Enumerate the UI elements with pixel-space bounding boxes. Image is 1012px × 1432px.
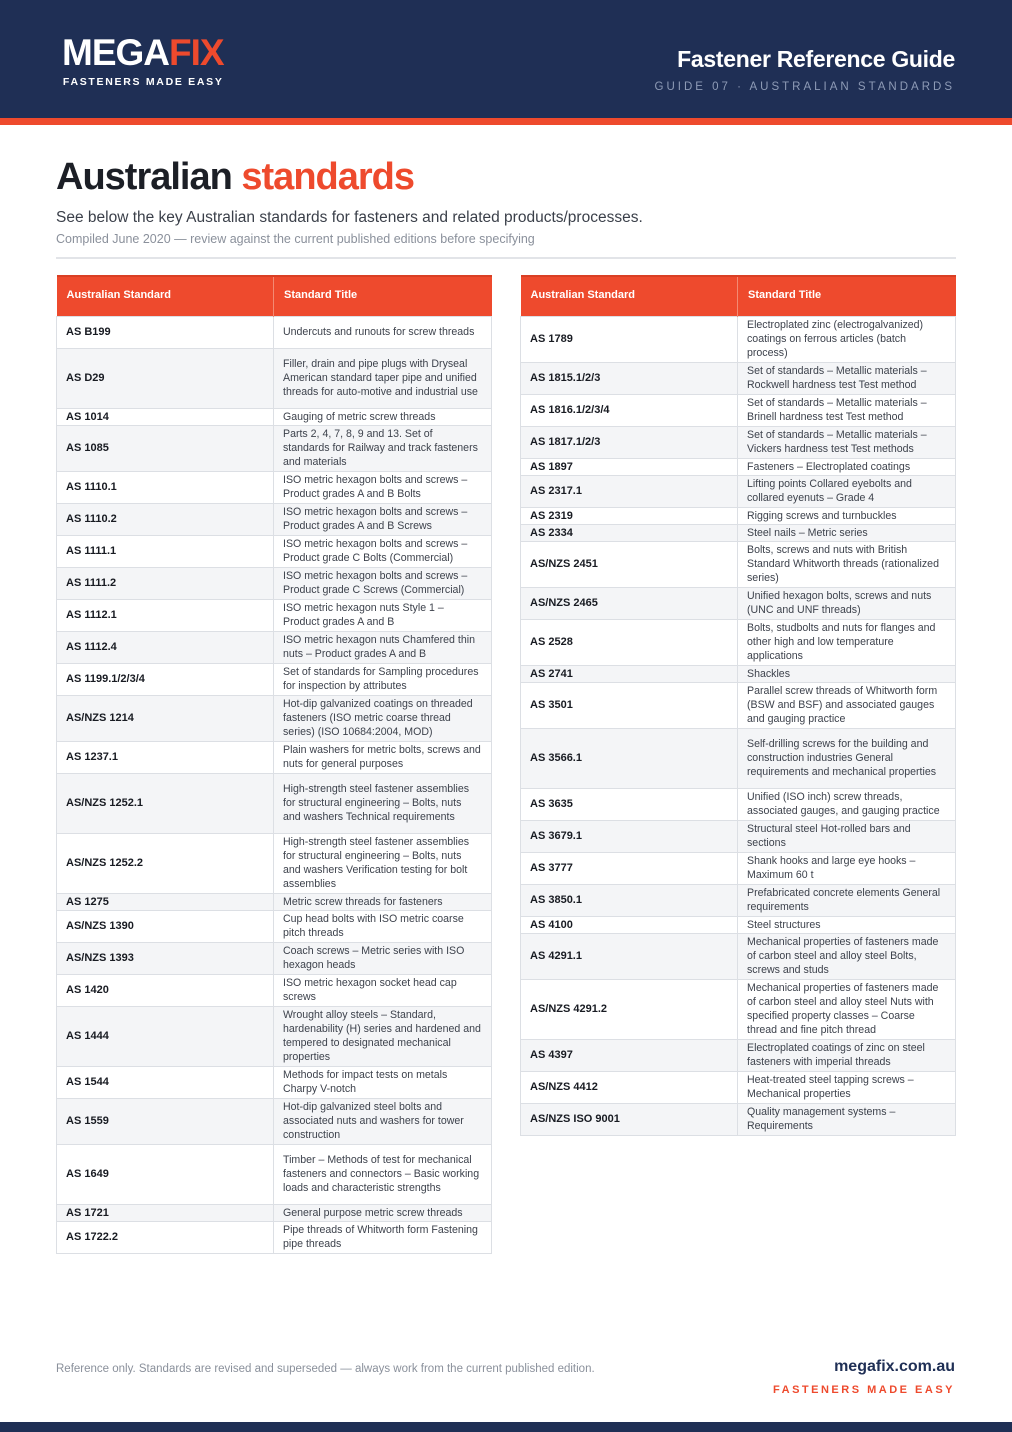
divider	[56, 257, 956, 259]
table-row	[57, 1144, 492, 1204]
standard-code: AS/NZS 2451	[521, 541, 738, 587]
standard-title: Set of standards – Metallic materials – Rockwell hardness test Test method	[738, 362, 956, 394]
standard-code: AS 2334	[521, 524, 738, 541]
standard-code: AS/NZS ISO 9001	[521, 1103, 738, 1135]
standard-title: Set of standards – Metallic materials – Brinell hardness test Test method	[738, 394, 956, 426]
standard-title: Wrought alloy steels – Standard, hardenability (H) series and hardened and tempered to designated mechanical properties	[274, 1006, 492, 1066]
standard-code: AS 3679.1	[521, 820, 738, 852]
page-title	[56, 156, 414, 199]
standard-title: Rigging screws and turnbuckles	[738, 507, 956, 524]
standard-title: Timber – Methods of test for mechanical fasteners and connectors – Basic working loads and characteristic strengths	[274, 1144, 492, 1204]
standard-title: High-strength steel fastener assemblies for structural engineering – Bolts, nuts and washers Verification testing for bolt assemblies	[274, 833, 492, 893]
standard-title: Heat-treated steel tapping screws – Mechanical properties	[738, 1071, 956, 1103]
standard-title: Electroplated coatings of zinc on steel fasteners with imperial threads	[738, 1039, 956, 1071]
standard-title: Bolts, screws and nuts with British Standard Whitworth threads (rationalized series)	[738, 541, 956, 587]
standards-table-right	[520, 275, 956, 1136]
table-row	[521, 682, 956, 728]
table-row	[521, 1103, 956, 1135]
standard-code: AS 1111.2	[57, 567, 274, 599]
standard-code: AS/NZS 1390	[57, 910, 274, 942]
standard-title: Steel nails – Metric series	[738, 524, 956, 541]
standard-title: Hot-dip galvanized steel bolts and associated nuts and washers for tower construction	[274, 1098, 492, 1144]
header-accent-stripe	[0, 118, 1012, 125]
table-row	[521, 728, 956, 788]
standard-code: AS 3566.1	[521, 728, 738, 788]
table-row	[57, 1066, 492, 1098]
table-row	[521, 665, 956, 682]
intro-text: See below the key Australian standards for fasteners and related products/processes.	[56, 209, 643, 226]
standard-title: Unified (ISO inch) screw threads, associated gauges, and gauging practice	[738, 788, 956, 820]
megafix-logo[interactable]	[62, 34, 224, 88]
footer-tagline: FASTENERS MADE EASY	[773, 1384, 955, 1396]
standard-code: AS 2528	[521, 619, 738, 665]
standard-code: AS 1237.1	[57, 741, 274, 773]
table-row	[521, 541, 956, 587]
standard-title: Mechanical properties of fasteners made of carbon steel and alloy steel Bolts, screws and studs	[738, 933, 956, 979]
logo-tagline: FASTENERS MADE EASY	[62, 76, 224, 88]
table-row	[521, 979, 956, 1039]
standard-code: AS 1420	[57, 974, 274, 1006]
table-row	[57, 1204, 492, 1221]
table-row	[57, 425, 492, 471]
standard-code: AS 1817.1/2/3	[521, 426, 738, 458]
standard-title: ISO metric hexagon socket head cap screws	[274, 974, 492, 1006]
page-title-accent: standards	[241, 156, 415, 198]
standard-code: AS 1722.2	[57, 1221, 274, 1253]
table-row	[521, 820, 956, 852]
standard-code: AS 1014	[57, 408, 274, 425]
standard-title: ISO metric hexagon bolts and screws – Product grades A and B Screws	[274, 503, 492, 535]
standard-code: AS 2317.1	[521, 475, 738, 507]
standard-code: AS/NZS 1214	[57, 695, 274, 741]
standard-code: AS/NZS 4412	[521, 1071, 738, 1103]
table-row	[57, 893, 492, 910]
table-row	[57, 910, 492, 942]
standard-code: AS 1815.1/2/3	[521, 362, 738, 394]
standard-code: AS 1789	[521, 316, 738, 362]
table-row	[57, 1006, 492, 1066]
table-row	[521, 933, 956, 979]
standard-title: General purpose metric screw threads	[274, 1204, 492, 1221]
table-row	[57, 773, 492, 833]
logo-primary: MEGA	[62, 32, 169, 73]
standard-code: AS 1559	[57, 1098, 274, 1144]
standard-code: AS 1816.1/2/3/4	[521, 394, 738, 426]
standard-title: Gauging of metric screw threads	[274, 408, 492, 425]
standard-title: Undercuts and runouts for screw threads	[274, 316, 492, 348]
standard-code: AS 4100	[521, 916, 738, 933]
table-row	[521, 1039, 956, 1071]
table-row	[57, 1221, 492, 1253]
standard-title: Shank hooks and large eye hooks – Maximum 60 t	[738, 852, 956, 884]
standard-title: Fasteners – Electroplated coatings	[738, 458, 956, 475]
table-row	[57, 741, 492, 773]
standard-title: Cup head bolts with ISO metric coarse pitch threads	[274, 910, 492, 942]
standard-title: Plain washers for metric bolts, screws and nuts for general purposes	[274, 741, 492, 773]
standard-code: AS 1199.1/2/3/4	[57, 663, 274, 695]
standard-code: AS B199	[57, 316, 274, 348]
standard-code: AS 2319	[521, 507, 738, 524]
table-row	[57, 942, 492, 974]
table-row	[521, 458, 956, 475]
standard-code: AS 1897	[521, 458, 738, 475]
table-row	[57, 348, 492, 408]
standard-code: AS 1111.1	[57, 535, 274, 567]
standard-code: AS 1275	[57, 893, 274, 910]
standard-code: AS/NZS 1393	[57, 942, 274, 974]
guide-title: Fastener Reference Guide	[677, 46, 955, 72]
standard-title: Mechanical properties of fasteners made of carbon steel and alloy steel Nuts with specified property classes – Coarse thread and fine pitch thread	[738, 979, 956, 1039]
standard-title: ISO metric hexagon bolts and screws – Product grade C Screws (Commercial)	[274, 567, 492, 599]
standard-title: ISO metric hexagon bolts and screws – Product grades A and B Bolts	[274, 471, 492, 503]
standard-title: Methods for impact tests on metals Charpy V-notch	[274, 1066, 492, 1098]
standard-title: ISO metric hexagon bolts and screws – Product grade C Bolts (Commercial)	[274, 535, 492, 567]
standard-title: Hot-dip galvanized coatings on threaded fasteners (ISO metric coarse thread series) (ISO 10684:2004, MOD)	[274, 695, 492, 741]
table-row	[521, 524, 956, 541]
table-row	[57, 974, 492, 1006]
standard-code: AS 4397	[521, 1039, 738, 1071]
column-header-standard: Australian Standard	[57, 276, 274, 316]
standard-code: AS/NZS 1252.2	[57, 833, 274, 893]
standard-code: AS 1721	[57, 1204, 274, 1221]
table-row	[521, 852, 956, 884]
standard-code: AS D29	[57, 348, 274, 408]
standard-title: High-strength steel fastener assemblies for structural engineering – Bolts, nuts and washers Technical requirements	[274, 773, 492, 833]
table-row	[57, 408, 492, 425]
table-row	[521, 394, 956, 426]
logo-wordmark	[62, 34, 224, 71]
standards-table-left	[56, 275, 492, 1254]
standard-code: AS 2741	[521, 665, 738, 682]
table-row	[57, 599, 492, 631]
table-row	[57, 695, 492, 741]
table-row	[521, 507, 956, 524]
standard-title: Unified hexagon bolts, screws and nuts (UNC and UNF threads)	[738, 587, 956, 619]
table-row	[57, 535, 492, 567]
standard-title: ISO metric hexagon nuts Style 1 – Product grades A and B	[274, 599, 492, 631]
standard-code: AS 3635	[521, 788, 738, 820]
table-row	[521, 362, 956, 394]
table-row	[521, 619, 956, 665]
table-row	[521, 587, 956, 619]
standard-code: AS/NZS 2465	[521, 587, 738, 619]
standard-code: AS 1085	[57, 425, 274, 471]
guide-subtitle: GUIDE 07 · AUSTRALIAN STANDARDS	[654, 81, 955, 93]
footer-website-link[interactable]: megafix.com.au	[834, 1358, 955, 1375]
table-row	[521, 884, 956, 916]
standard-code: AS 4291.1	[521, 933, 738, 979]
table-header-row	[521, 276, 956, 316]
standard-title: Shackles	[738, 665, 956, 682]
standard-code: AS 3501	[521, 682, 738, 728]
standard-title: Electroplated zinc (electrogalvanized) coatings on ferrous articles (batch process)	[738, 316, 956, 362]
table-row	[521, 475, 956, 507]
column-header-title: Standard Title	[274, 276, 492, 316]
standard-title: Lifting points Collared eyebolts and collared eyenuts – Grade 4	[738, 475, 956, 507]
standard-code: AS 1649	[57, 1144, 274, 1204]
standard-title: Parallel screw threads of Whitworth form (BSW and BSF) and associated gauges and gauging practice	[738, 682, 956, 728]
standard-code: AS 1112.1	[57, 599, 274, 631]
standard-code: AS/NZS 1252.1	[57, 773, 274, 833]
footer-bar	[0, 1422, 1012, 1432]
standard-title: Bolts, studbolts and nuts for flanges and other high and low temperature applications	[738, 619, 956, 665]
table-row	[57, 503, 492, 535]
standard-title: Metric screw threads for fasteners	[274, 893, 492, 910]
standard-title: Set of standards – Metallic materials – Vickers hardness test Test methods	[738, 426, 956, 458]
standard-title: Coach screws – Metric series with ISO hexagon heads	[274, 942, 492, 974]
footer-disclaimer: Reference only. Standards are revised and superseded — always work from the current published edition.	[56, 1363, 595, 1375]
table-header-row	[57, 276, 492, 316]
compiled-note: Compiled June 2020 — review against the current published editions before specifying	[56, 232, 535, 246]
column-header-title: Standard Title	[738, 276, 956, 316]
table-row	[521, 788, 956, 820]
standard-title: Parts 2, 4, 7, 8, 9 and 13. Set of standards for Railway and track fasteners and materials	[274, 425, 492, 471]
table-row	[521, 1071, 956, 1103]
standard-code: AS/NZS 4291.2	[521, 979, 738, 1039]
standard-title: Self-drilling screws for the building and construction industries General requirements and mechanical properties	[738, 728, 956, 788]
table-row	[57, 316, 492, 348]
table-row	[57, 1098, 492, 1144]
standard-title: Structural steel Hot-rolled bars and sections	[738, 820, 956, 852]
table-row	[521, 316, 956, 362]
table-row	[521, 426, 956, 458]
standard-title: Pipe threads of Whitworth form Fastening pipe threads	[274, 1221, 492, 1253]
standard-title: Filler, drain and pipe plugs with Dryseal American standard taper pipe and unified threads for auto-motive and industrial use	[274, 348, 492, 408]
table-row	[57, 833, 492, 893]
standard-title: Quality management systems – Requirements	[738, 1103, 956, 1135]
standard-code: AS 1110.1	[57, 471, 274, 503]
table-row	[521, 916, 956, 933]
standard-title: Steel structures	[738, 916, 956, 933]
standard-title: ISO metric hexagon nuts Chamfered thin nuts – Product grades A and B	[274, 631, 492, 663]
page-header	[0, 0, 1012, 118]
table-row	[57, 471, 492, 503]
standard-code: AS 1110.2	[57, 503, 274, 535]
standard-code: AS 1544	[57, 1066, 274, 1098]
table-row	[57, 663, 492, 695]
standard-code: AS 3850.1	[521, 884, 738, 916]
standard-title: Prefabricated concrete elements General requirements	[738, 884, 956, 916]
standard-code: AS 3777	[521, 852, 738, 884]
table-row	[57, 631, 492, 663]
logo-accent: FIX	[169, 32, 224, 73]
page-title-main: Australian	[56, 156, 232, 198]
column-header-standard: Australian Standard	[521, 276, 738, 316]
standard-code: AS 1112.4	[57, 631, 274, 663]
standard-title: Set of standards for Sampling procedures for inspection by attributes	[274, 663, 492, 695]
table-row	[57, 567, 492, 599]
standard-code: AS 1444	[57, 1006, 274, 1066]
